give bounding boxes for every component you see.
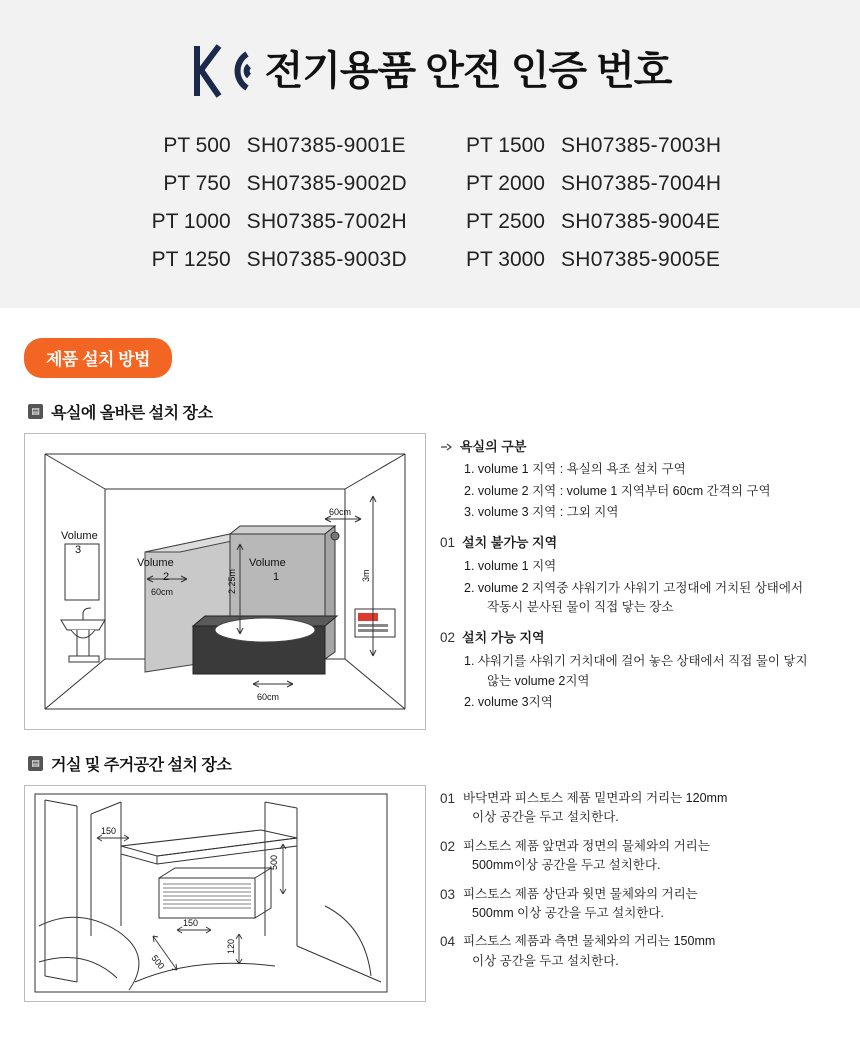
bathroom-diagram	[24, 433, 426, 730]
certification-code: SH07385-7002H	[246, 210, 407, 233]
label-2-25m: 2.25m	[227, 568, 237, 594]
living-panel	[24, 785, 836, 1002]
model-name: PT 1250	[151, 248, 231, 271]
label-500-right: 500	[269, 854, 279, 870]
note-line-2: 500mm 이상 공간을 두고 설치한다.	[472, 905, 664, 920]
note-line-1: 피스토스 제품 앞면과 정면의 물체와의 거리는	[463, 838, 710, 853]
certification-code: SH07385-9001E	[246, 134, 406, 157]
table-row	[453, 172, 721, 196]
model-name: PT 1500	[465, 134, 545, 157]
model-name: PT 3000	[465, 248, 545, 271]
label-150-top: 150	[101, 826, 117, 836]
list-item: 3. volume 3 지역 : 그외 지역	[464, 504, 619, 519]
note-number: 04	[440, 934, 456, 950]
list-item	[464, 579, 836, 618]
note-group-prohibited-area	[440, 533, 836, 617]
note-title: 설치 불가능 지역	[462, 535, 558, 551]
certification-code: SH07385-9004E	[561, 210, 721, 233]
note-line-1: 피스토스 제품과 측면 물체와의 거리는 150mm	[463, 934, 716, 949]
note-list	[440, 557, 836, 617]
note-group-bathroom-zones	[440, 437, 836, 522]
label-120: 120	[226, 938, 236, 954]
label-volume3-line1: Volume	[61, 530, 98, 542]
note-number: 03	[440, 886, 456, 902]
note-line-1: 바닥면과 피스토스 제품 밑면과의 거리는 120mm	[463, 791, 728, 805]
table-row	[453, 248, 721, 272]
note-number: 01	[440, 535, 456, 551]
certification-column-left	[139, 134, 407, 272]
numbered-note	[440, 885, 836, 924]
label-500-bottom: 500	[149, 953, 167, 972]
page-title: 전기용품 안전 인증 번호	[264, 49, 672, 93]
table-row	[139, 134, 407, 158]
pointing-hand-icon	[440, 438, 453, 449]
table-row	[453, 134, 721, 158]
table-row	[453, 210, 721, 234]
note-line-2: 이상 공간을 두고 설치한다.	[472, 953, 619, 968]
note-line-1: 피스토스 제품 상단과 윗면 물체와의 거리는	[463, 886, 698, 901]
section-badge: 제품 설치 방법	[24, 338, 172, 378]
label-volume1-line1: Volume	[249, 557, 286, 569]
label-150-mid: 150	[183, 918, 199, 928]
label-volume1-line2: 1	[273, 571, 280, 583]
living-heading	[28, 752, 836, 775]
note-number: 02	[440, 838, 456, 854]
note-line-2: 500mm이상 공간을 두고 설치한다.	[472, 858, 661, 873]
certification-code: SH07385-9003D	[246, 248, 407, 271]
note-title: 설치 가능 지역	[462, 630, 545, 646]
label-3m: 3m	[361, 569, 371, 582]
model-name: PT 750	[163, 172, 231, 195]
label-volume2-line2: 2	[163, 571, 170, 583]
list-item	[464, 652, 836, 691]
bathroom-notes	[440, 433, 836, 723]
certification-header	[0, 0, 860, 308]
note-number: 02	[440, 630, 456, 646]
note-number: 01	[440, 791, 456, 806]
note-line-2: 이상 공간을 두고 설치한다.	[472, 810, 619, 825]
list-item: 1. volume 1 지역	[464, 559, 557, 574]
kc-mark-icon	[189, 42, 253, 100]
label-60cm-b: 60cm	[151, 587, 174, 597]
list-item-continuation: 작동시 분사된 물이 직접 닿는 장소	[487, 599, 674, 614]
table-row	[139, 210, 407, 234]
bathroom-panel	[24, 433, 836, 730]
list-item: 1. volume 1 지역 : 욕실의 욕조 설치 구역	[464, 462, 686, 477]
list-item: 2. volume 3지역	[464, 694, 553, 709]
living-notes	[440, 785, 836, 980]
certification-title-row	[0, 42, 860, 100]
certification-code: SH07385-7003H	[561, 134, 722, 157]
model-name: PT 1000	[151, 210, 231, 233]
table-row	[139, 248, 407, 272]
label-60cm-a: 60cm	[329, 507, 352, 517]
note-group-allowed-area	[440, 628, 836, 712]
note-title: 욕실의 구분	[460, 439, 527, 454]
numbered-note	[440, 837, 836, 876]
table-row	[139, 172, 407, 196]
note-list	[440, 652, 836, 712]
bathroom-heading-label: 욕실에 올바른 설치 장소	[51, 405, 213, 422]
certification-code: SH07385-7004H	[561, 172, 722, 195]
living-room-diagram	[24, 785, 426, 1002]
label-volume2-line1: Volume	[137, 557, 174, 569]
certification-column-right	[453, 134, 721, 272]
install-section	[0, 308, 860, 1002]
certification-table	[0, 134, 860, 272]
living-heading-label: 거실 및 주거공간 설치 장소	[51, 757, 232, 774]
model-name: PT 2000	[465, 172, 545, 195]
list-item: 2. volume 2 지역 : volume 1 지역부터 60cm 간격의 구역	[464, 483, 771, 498]
note-list	[440, 460, 836, 522]
numbered-note	[440, 932, 836, 971]
label-volume3-line2: 3	[75, 544, 82, 556]
list-item-line: 2. volume 2 지역중 샤워기가 샤워기 고정대에 거치된 상태에서	[464, 580, 804, 595]
model-name: PT 500	[163, 134, 231, 157]
document-icon: ▤	[28, 404, 43, 419]
document-icon: ▤	[28, 756, 43, 771]
label-60cm-c: 60cm	[257, 692, 280, 702]
numbered-note	[440, 789, 836, 828]
model-name: PT 2500	[465, 210, 545, 233]
list-item-line: 1. 샤워기를 샤워기 거치대에 걸어 놓은 상태에서 직접 물이 닿지	[464, 654, 808, 669]
certification-code: SH07385-9005E	[561, 248, 721, 271]
certification-code: SH07385-9002D	[246, 172, 407, 195]
list-item-continuation: 않는 volume 2지역	[487, 673, 590, 688]
bathroom-heading	[28, 400, 836, 423]
